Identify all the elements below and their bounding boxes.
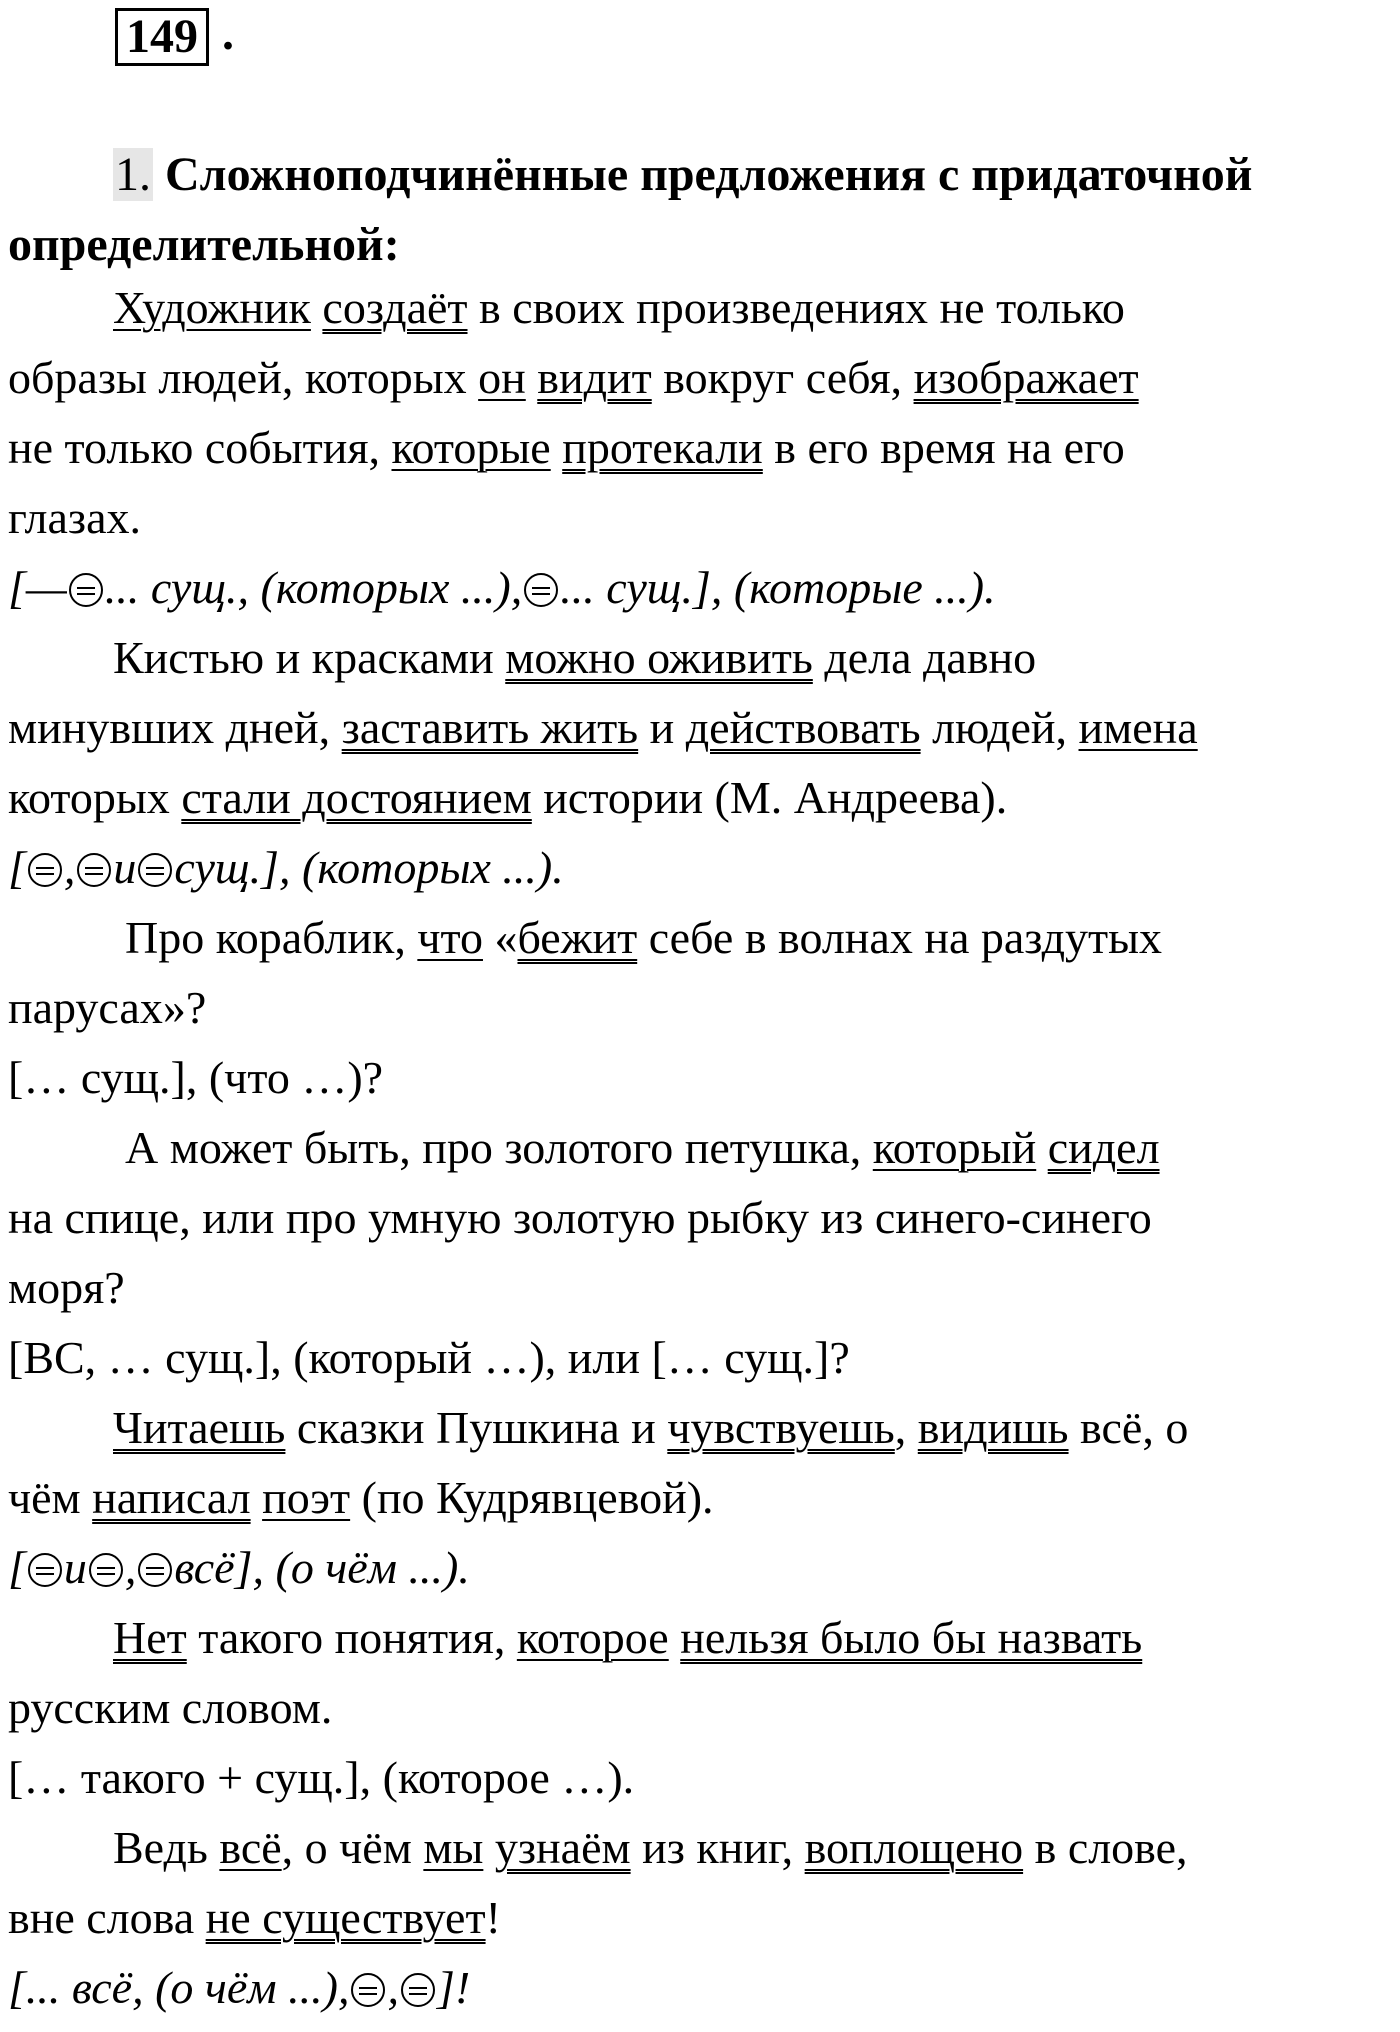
- s4-line-1: А может быть, про золотого петушка, который сидел: [125, 1122, 1160, 1173]
- s7-line-1: Ведь всё, о чём мы узнаём из книг, воплощено в слове,: [113, 1822, 1188, 1873]
- s7-line-2: вне слова не существует!: [8, 1892, 501, 1943]
- predicate: изображает: [913, 352, 1139, 403]
- s1-line-1: Художник создаёт в своих произведениях не только: [113, 282, 1125, 333]
- predicate: сидел: [1047, 1122, 1160, 1173]
- predicate: создаёт: [322, 282, 468, 333]
- subject: который: [872, 1122, 1037, 1173]
- predicate: протекали: [562, 422, 763, 473]
- subject: имена: [1078, 702, 1198, 753]
- s6-line-1: Нет такого понятия, которое нельзя было бы назвать: [113, 1612, 1143, 1663]
- predicate-symbol-icon: [28, 1553, 62, 1587]
- s4-line-3: моря?: [8, 1262, 125, 1313]
- s5-line-1: Читаешь сказки Пушкина и чувствуешь, видишь всё, о: [113, 1402, 1189, 1453]
- subject: что: [417, 912, 483, 963]
- predicate: действовать: [685, 702, 921, 753]
- subject: Художник: [113, 282, 311, 333]
- s4-scheme: [ВС, … сущ.], (который …), или [… сущ.]?: [8, 1332, 850, 1383]
- predicate-symbol-icon: [28, 853, 62, 887]
- s2-line-3: которых стали достоянием истории (М. Андреева).: [8, 772, 1008, 823]
- s6-scheme: [… такого + сущ.], (которое …).: [8, 1752, 635, 1803]
- subject: которые: [391, 422, 551, 473]
- predicate: нельзя было бы назвать: [680, 1612, 1143, 1663]
- predicate: видит: [537, 352, 652, 403]
- s1-line-4: глазах.: [8, 492, 141, 543]
- predicate: заставить жить: [341, 702, 639, 753]
- s2-scheme: [ , и сущ.], (которых ...).: [8, 842, 564, 893]
- predicate: Читаешь: [113, 1402, 286, 1453]
- predicate-symbol-icon: [401, 1973, 435, 2007]
- predicate-symbol-icon: [89, 1553, 123, 1587]
- predicate: Нет: [113, 1612, 187, 1663]
- item-number: 1.: [115, 148, 151, 201]
- predicate: можно оживить: [505, 632, 813, 683]
- s1-line-3: не только события, которые протекали в его время на его: [8, 422, 1125, 473]
- s3-scheme: [… сущ.], (что …)?: [8, 1052, 384, 1103]
- predicate: воплощено: [804, 1822, 1024, 1873]
- subject: всё: [219, 1822, 282, 1873]
- predicate: чувствуешь: [667, 1402, 895, 1453]
- s5-scheme: [ и , всё], (о чём ...).: [8, 1542, 470, 1593]
- subject: поэт: [262, 1472, 351, 1523]
- predicate: не существует: [205, 1892, 486, 1943]
- subject: которое: [516, 1612, 669, 1663]
- s7-scheme: [... всё, (о чём ...), , ]!: [8, 1962, 471, 2013]
- predicate-symbol-icon: [138, 853, 172, 887]
- s2-line-1: Кистью и красками можно оживить дела давно: [113, 632, 1037, 683]
- predicate: узнаём: [494, 1822, 631, 1873]
- s5-line-2: чём написал поэт (по Кудрявцевой).: [8, 1472, 714, 1523]
- predicate: видишь: [917, 1402, 1069, 1453]
- s3-line-1: Про кораблик, что «бежит себе в волнах на раздутых: [125, 912, 1163, 963]
- exercise-number: 149: [115, 8, 209, 66]
- predicate-symbol-icon: [351, 1973, 385, 2007]
- s4-line-2: на спице, или про умную золотую рыбку из синего-синего: [8, 1192, 1152, 1243]
- predicate-symbol-icon: [524, 573, 558, 607]
- s1-line-2: образы людей, которых он видит вокруг себя, изображает: [8, 352, 1139, 403]
- s3-line-2: парусах»?: [8, 982, 207, 1033]
- subject: мы: [423, 1822, 484, 1873]
- heading-title-2: определительной:: [8, 218, 400, 271]
- predicate-symbol-icon: [69, 573, 103, 607]
- s6-line-2: русским словом.: [8, 1682, 333, 1733]
- predicate-symbol-icon: [77, 853, 111, 887]
- heading-line-1: [113, 145, 1252, 205]
- predicate-symbol-icon: [138, 1553, 172, 1587]
- subject: он: [478, 352, 526, 403]
- predicate: написал: [92, 1472, 251, 1523]
- predicate: бежит: [517, 912, 638, 963]
- predicate: стали достоянием: [181, 772, 532, 823]
- exercise-number-dot: .: [222, 7, 234, 60]
- s1-scheme: [— ... сущ., (которых ...), ... сущ.], (которые ...).: [8, 562, 996, 613]
- s2-line-2: минувших дней, заставить жить и действовать людей, имена: [8, 702, 1198, 753]
- heading-title-1: Сложноподчинённые предложения с придаточной: [165, 148, 1253, 201]
